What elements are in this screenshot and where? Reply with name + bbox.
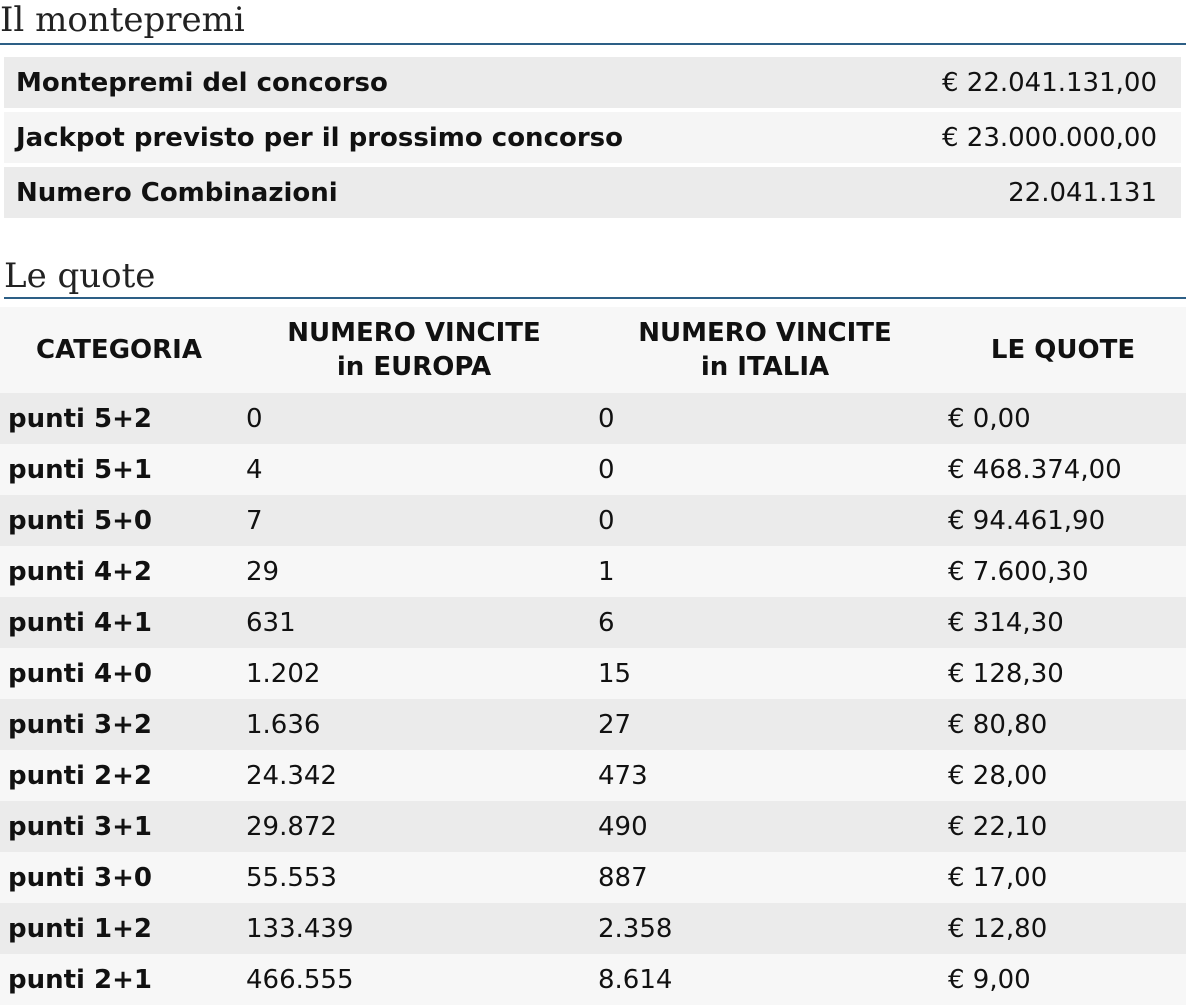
cell-europa: 0 — [246, 403, 263, 434]
cell-quota: € 7.600,30 — [948, 556, 1089, 587]
montepremi-title: Il montepremi — [0, 0, 1186, 45]
header-quote: LE QUOTE — [940, 307, 1186, 393]
header-line: NUMERO VINCITE — [638, 318, 892, 348]
quote-title: Le quote — [4, 256, 1186, 299]
cell-quota: € 128,30 — [948, 658, 1064, 689]
header-line: in EUROPA — [336, 352, 492, 382]
summary-value: 22.041.131 — [1008, 177, 1157, 208]
cell-categoria: punti 3+2 — [8, 709, 152, 740]
table-row — [0, 852, 1186, 903]
cell-categoria: punti 5+0 — [8, 505, 152, 536]
cell-italia: 27 — [598, 709, 632, 740]
table-row — [0, 954, 1186, 1005]
cell-europa: 631 — [246, 607, 296, 638]
cell-quota: € 94.461,90 — [948, 505, 1106, 536]
header-categoria: CATEGORIA — [0, 307, 238, 393]
cell-italia: 0 — [598, 505, 615, 536]
header-vincite-italia — [590, 307, 940, 393]
table-row — [0, 597, 1186, 648]
cell-quota: € 12,80 — [948, 913, 1048, 944]
cell-categoria: punti 4+0 — [8, 658, 152, 689]
table-row — [0, 546, 1186, 597]
cell-quota: € 0,00 — [948, 403, 1031, 434]
header-line: NUMERO VINCITE — [287, 318, 541, 348]
table-row — [0, 750, 1186, 801]
cell-quota: € 468.374,00 — [948, 454, 1122, 485]
cell-categoria: punti 4+2 — [8, 556, 152, 587]
cell-categoria: punti 4+1 — [8, 607, 152, 638]
cell-italia: 0 — [598, 403, 615, 434]
table-row — [0, 699, 1186, 750]
cell-categoria: punti 2+2 — [8, 760, 152, 791]
cell-europa: 55.553 — [246, 862, 337, 893]
table-row — [0, 903, 1186, 954]
cell-europa: 1.202 — [246, 658, 321, 689]
summary-label: Jackpot previsto per il prossimo concorso — [16, 122, 624, 153]
cell-categoria: punti 5+1 — [8, 454, 152, 485]
cell-europa: 1.636 — [246, 709, 321, 740]
table-row — [0, 495, 1186, 546]
quote-table — [0, 307, 1186, 1005]
summary-label: Numero Combinazioni — [16, 177, 338, 208]
cell-quota: € 80,80 — [948, 709, 1048, 740]
cell-europa: 133.439 — [246, 913, 354, 944]
cell-categoria: punti 5+2 — [8, 403, 152, 434]
summary-row-montepremi — [4, 57, 1181, 108]
summary-value: € 23.000.000,00 — [941, 122, 1157, 153]
cell-europa: 7 — [246, 505, 263, 536]
table-header-row — [0, 307, 1186, 393]
cell-europa: 4 — [246, 454, 263, 485]
cell-quota: € 28,00 — [948, 760, 1048, 791]
cell-italia: 490 — [598, 811, 648, 842]
cell-quota: € 314,30 — [948, 607, 1064, 638]
table-row — [0, 393, 1186, 444]
cell-italia: 1 — [598, 556, 615, 587]
cell-italia: 15 — [598, 658, 632, 689]
cell-italia: 2.358 — [598, 913, 673, 944]
cell-europa: 466.555 — [246, 964, 354, 995]
cell-europa: 29.872 — [246, 811, 337, 842]
montepremi-summary — [4, 57, 1181, 222]
cell-italia: 6 — [598, 607, 615, 638]
cell-categoria: punti 3+0 — [8, 862, 152, 893]
table-row — [0, 648, 1186, 699]
cell-europa: 29 — [246, 556, 280, 587]
summary-label: Montepremi del concorso — [16, 67, 388, 98]
header-vincite-europa — [238, 307, 590, 393]
cell-italia: 473 — [598, 760, 648, 791]
cell-italia: 0 — [598, 454, 615, 485]
table-row — [0, 444, 1186, 495]
cell-italia: 887 — [598, 862, 648, 893]
summary-row-jackpot — [4, 112, 1181, 163]
cell-categoria: punti 3+1 — [8, 811, 152, 842]
cell-europa: 24.342 — [246, 760, 337, 791]
cell-categoria: punti 2+1 — [8, 964, 152, 995]
cell-italia: 8.614 — [598, 964, 673, 995]
table-row — [0, 801, 1186, 852]
summary-value: € 22.041.131,00 — [941, 67, 1157, 98]
cell-quota: € 17,00 — [948, 862, 1048, 893]
summary-row-combinazioni — [4, 167, 1181, 218]
cell-quota: € 9,00 — [948, 964, 1031, 995]
cell-categoria: punti 1+2 — [8, 913, 152, 944]
cell-quota: € 22,10 — [948, 811, 1048, 842]
header-line: in ITALIA — [700, 352, 830, 382]
